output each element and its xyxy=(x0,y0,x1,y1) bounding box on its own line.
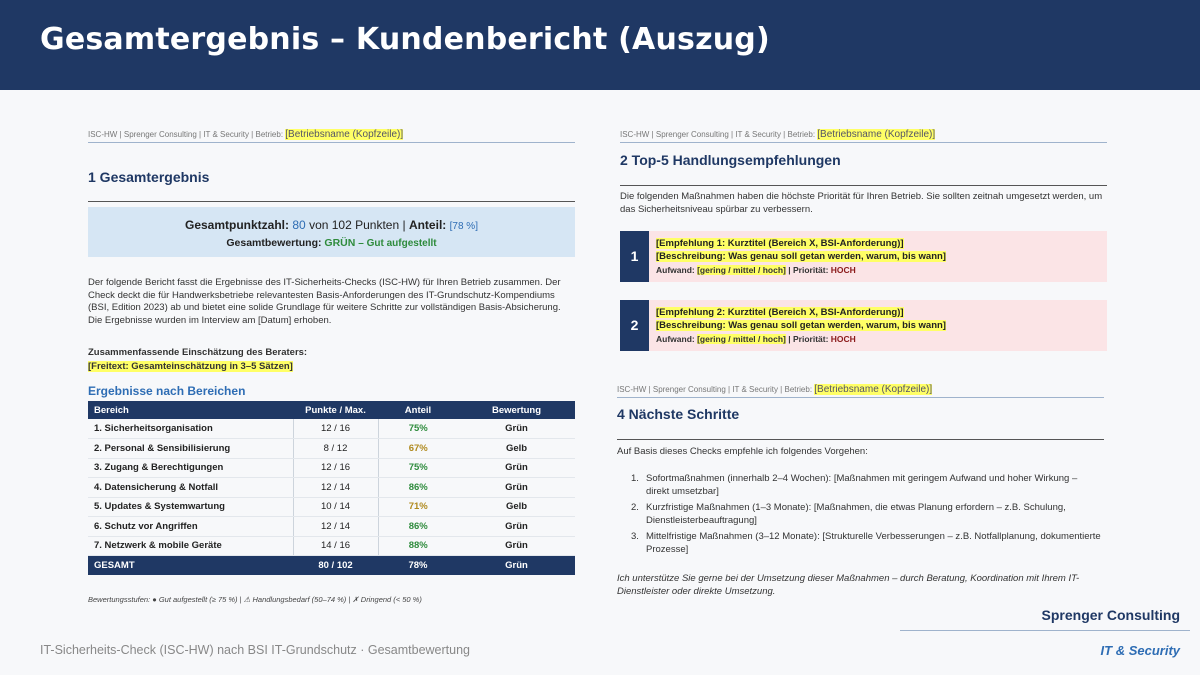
cell-bewertung: Grün xyxy=(458,556,575,576)
recommendation-meta xyxy=(656,334,856,344)
cell-punkte: 12 / 16 xyxy=(293,419,378,439)
score-points: 80 xyxy=(292,218,306,232)
report-page-overview xyxy=(88,129,575,609)
cell-anteil: 75% xyxy=(378,458,458,478)
header-prefix: ISC-HW | Sprenger Consulting | IT & Security | Betrieb: xyxy=(88,130,284,139)
list-item xyxy=(631,473,1101,498)
section-rule xyxy=(620,185,1107,186)
list-item-text: Kurzfristige Maßnahmen (1–3 Monate): [Maßnahmen, die etwas Planung erfordern – z.B. Schulung, Dienstleisterbeauftragung] xyxy=(646,502,1066,526)
recommendation-card xyxy=(620,231,1107,282)
header-placeholder: [Betriebsname (Kopfzeile)] xyxy=(285,129,404,140)
table-row xyxy=(88,478,575,498)
rating-value: GRÜN xyxy=(324,237,356,249)
priority-value: HOCH xyxy=(830,334,856,344)
cell-punkte: 14 / 16 xyxy=(293,536,378,556)
cell-bewertung: Gelb xyxy=(458,439,575,459)
cell-anteil: 88% xyxy=(378,536,458,556)
table-total-row xyxy=(88,556,575,576)
cell-anteil: 71% xyxy=(378,497,458,517)
list-item xyxy=(631,531,1101,556)
list-item-number: 1. xyxy=(631,473,639,484)
recommendation-description: [Beschreibung: Was genau soll getan werden, warum, bis wann] xyxy=(656,251,946,262)
cell-bewertung: Grün xyxy=(458,458,575,478)
priority-label: | Priorität: xyxy=(788,334,829,344)
cell-bewertung: Grün xyxy=(458,536,575,556)
col-anteil: Anteil xyxy=(378,401,458,419)
effort-label: Aufwand: xyxy=(656,334,695,344)
cell-bewertung: Grün xyxy=(458,478,575,498)
header-placeholder: [Betriebsname (Kopfzeile)] xyxy=(817,129,936,140)
recommendation-card xyxy=(620,300,1107,351)
list-item xyxy=(631,502,1101,527)
recommendation-number: 2 xyxy=(620,300,649,351)
score-of-text: von 102 Punkten | xyxy=(309,218,406,232)
recommendation-meta xyxy=(656,265,856,275)
cell-bereich: 2. Personal & Sensibilisierung xyxy=(88,439,293,459)
cell-bereich: 4. Datensicherung & Notfall xyxy=(88,478,293,498)
cell-bereich: 5. Updates & Systemwartung xyxy=(88,497,293,517)
page-header xyxy=(620,129,1107,143)
cell-anteil: 86% xyxy=(378,478,458,498)
cell-anteil: 86% xyxy=(378,517,458,537)
cell-bereich: GESAMT xyxy=(88,556,293,576)
cell-bereich: 3. Zugang & Berechtigungen xyxy=(88,458,293,478)
recommendation-number: 1 xyxy=(620,231,649,282)
header-prefix: ISC-HW | Sprenger Consulting | IT & Security | Betrieb: xyxy=(617,385,813,394)
list-item-number: 2. xyxy=(631,502,639,513)
table-row xyxy=(88,517,575,537)
brand-tagline: IT & Security xyxy=(1100,643,1180,658)
cell-bewertung: Gelb xyxy=(458,497,575,517)
slide-title: Gesamtergebnis – Kundenbericht (Auszug) xyxy=(40,22,770,57)
cell-bereich: 1. Sicherheitsorganisation xyxy=(88,419,293,439)
recommendation-title: [Empfehlung 2: Kurztitel (Bereich X, BSI-Anforderung)] xyxy=(656,307,904,318)
effort-value: [gering / mittel / hoch] xyxy=(697,334,786,344)
score-line xyxy=(88,218,575,232)
section-rule xyxy=(617,439,1104,440)
effort-label: Aufwand: xyxy=(656,265,695,275)
recommendations-intro: Die folgenden Maßnahmen haben die höchste Priorität für Ihren Betrieb. Sie sollten zeitnah umgesetzt werden, um das Sicherheitsniveau spürbar zu verbessern. xyxy=(620,191,1103,215)
table-row xyxy=(88,419,575,439)
share-label: Anteil: xyxy=(408,218,447,232)
col-bewertung: Bewertung xyxy=(458,401,575,419)
page-header xyxy=(617,384,1104,398)
header-placeholder: [Betriebsname (Kopfzeile)] xyxy=(814,384,933,395)
cell-anteil: 78% xyxy=(378,556,458,576)
brand-name: Sprenger Consulting xyxy=(1041,607,1180,623)
table-row xyxy=(88,439,575,459)
table-header-row xyxy=(88,401,575,419)
list-item-text: Mittelfristige Maßnahmen (3–12 Monate): [Strukturelle Verbesserungen – z.B. Notfallplanung, dokumentierte Prozesse] xyxy=(646,531,1101,555)
col-bereich: Bereich xyxy=(88,401,293,419)
rating-suffix: – Gut aufgestellt xyxy=(358,238,437,249)
score-label: Gesamtpunktzahl: xyxy=(185,218,290,232)
table-row xyxy=(88,497,575,517)
recommendation-description: [Beschreibung: Was genau soll getan werden, warum, bis wann] xyxy=(656,320,946,331)
cell-punkte: 8 / 12 xyxy=(293,439,378,459)
effort-value: [gering / mittel / hoch] xyxy=(697,265,786,275)
cell-bereich: 6. Schutz vor Angriffen xyxy=(88,517,293,537)
cell-bewertung: Grün xyxy=(458,419,575,439)
cell-punkte: 12 / 14 xyxy=(293,517,378,537)
rating-legend: Bewertungsstufen: ● Gut aufgestellt (≥ 75 %) | ⚠ Handlungsbedarf (50–74 %) | ✗ Dringend (< 50 %) xyxy=(88,595,422,604)
next-steps-intro: Auf Basis dieses Checks empfehle ich folgendes Vorgehen: xyxy=(617,446,868,457)
table-row xyxy=(88,458,575,478)
score-summary-box xyxy=(88,207,575,257)
slide-footer: IT-Sicherheits-Check (ISC-HW) nach BSI IT-Grundschutz · Gesamtbewertung xyxy=(40,643,470,657)
cell-punkte: 12 / 16 xyxy=(293,458,378,478)
col-punkte: Punkte / Max. xyxy=(293,401,378,419)
priority-value: HOCH xyxy=(830,265,856,275)
brand-divider xyxy=(900,630,1190,631)
recommendation-title: [Empfehlung 1: Kurztitel (Bereich X, BSI-Anforderung)] xyxy=(656,238,904,249)
results-title: Ergebnisse nach Bereichen xyxy=(88,384,246,398)
section-title-next-steps: 4 Nächste Schritte xyxy=(617,406,740,422)
cell-punkte: 80 / 102 xyxy=(293,556,378,576)
cell-bewertung: Grün xyxy=(458,517,575,537)
page-header xyxy=(88,129,575,143)
section-rule xyxy=(88,201,575,202)
results-table xyxy=(88,401,575,575)
intro-paragraph: Der folgende Bericht fasst die Ergebnisse des IT-Sicherheits-Checks (ISC-HW) für Ihren Betrieb zusammen. Der Check deckt die für Handwerksbetriebe relevantesten Basis-Anforderungen des IT-Grundschutz-Kompendiums (BSI, Edition 2023) ab und bietet eine solide Grundlage für weitere Schritte zur vollständigen Basis-Absicherung. Die Ergebnisse wurden im Interview am [Datum] erhoben. xyxy=(88,277,561,326)
list-item-number: 3. xyxy=(631,531,639,542)
cell-punkte: 12 / 14 xyxy=(293,478,378,498)
table-row xyxy=(88,536,575,556)
cell-punkte: 10 / 14 xyxy=(293,497,378,517)
consultant-label: Zusammenfassende Einschätzung des Beraters: xyxy=(88,347,308,358)
cell-anteil: 67% xyxy=(378,439,458,459)
rating-line xyxy=(88,237,575,249)
closing-text: Ich unterstütze Sie gerne bei der Umsetzung dieser Maßnahmen – durch Beratung, Koordination mit Ihrem IT-Dienstleister oder direkte Umsetzung. xyxy=(617,573,1080,597)
section-title-recommendations: 2 Top-5 Handlungsempfehlungen xyxy=(620,152,841,168)
section-title-overall: 1 Gesamtergebnis xyxy=(88,169,210,185)
cell-bereich: 7. Netzwerk & mobile Geräte xyxy=(88,536,293,556)
share-value: [78 %] xyxy=(449,221,478,232)
priority-label: | Priorität: xyxy=(788,265,829,275)
rating-label: Gesamtbewertung: xyxy=(226,237,322,249)
next-steps-list xyxy=(631,473,1101,560)
title-bar xyxy=(0,0,1200,90)
consultant-text: [Freitext: Gesamteinschätzung in 3–5 Sätzen] xyxy=(88,361,293,372)
cell-anteil: 75% xyxy=(378,419,458,439)
report-page-recommendations xyxy=(620,129,1107,354)
list-item-text: Sofortmaßnahmen (innerhalb 2–4 Wochen): [Maßnahmen mit geringem Aufwand und hoher Wirkung – direkt umsetzbar] xyxy=(646,473,1078,497)
report-page-next-steps xyxy=(617,384,1104,604)
header-prefix: ISC-HW | Sprenger Consulting | IT & Security | Betrieb: xyxy=(620,130,816,139)
